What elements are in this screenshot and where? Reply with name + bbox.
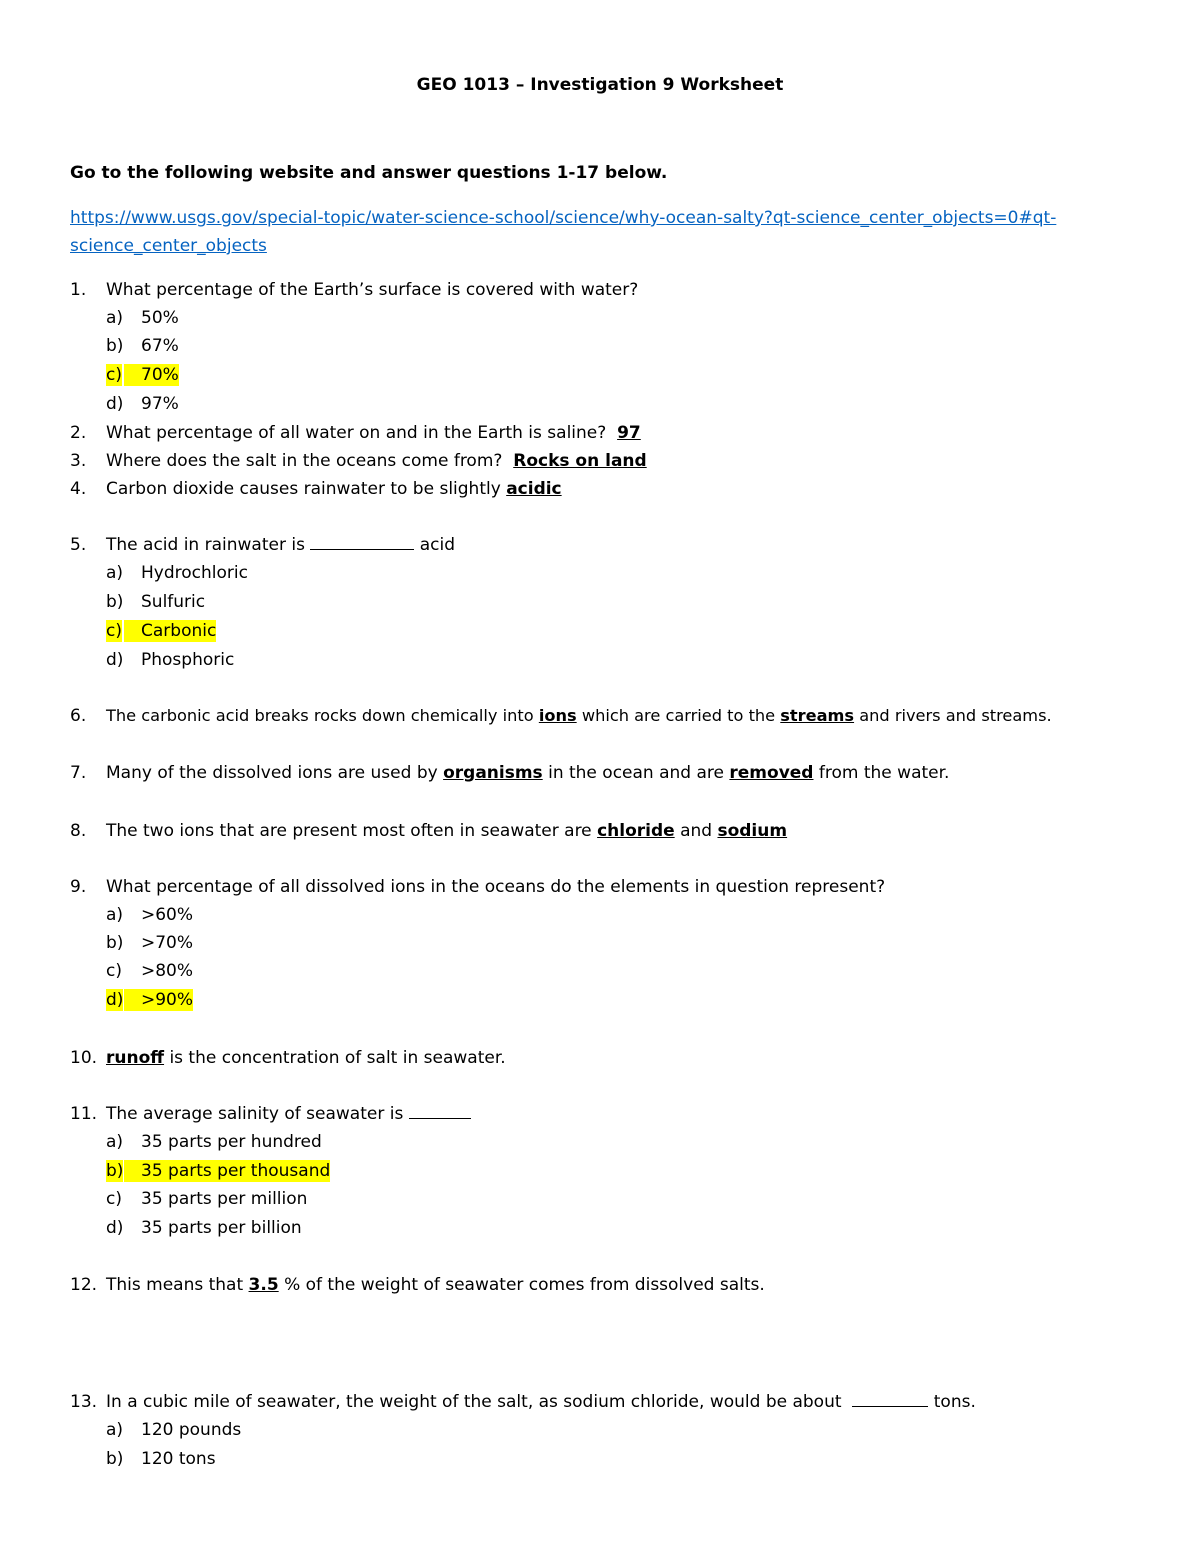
option-text: 97% (141, 394, 179, 414)
option-text: >90% (141, 990, 194, 1010)
option-letter: a) (106, 308, 124, 328)
question-prompt: What percentage of all water on and in the Earth is saline? (106, 423, 607, 443)
question-prompt: which are carried to the (581, 706, 776, 725)
option-letter: d) (106, 990, 124, 1010)
answer: acidic (506, 479, 562, 499)
option-letter: d) (106, 394, 124, 414)
option-text: 67% (141, 336, 179, 356)
question-suffix: tons. (933, 1392, 976, 1412)
question-prompt: This means that (106, 1275, 244, 1295)
question-number: 2. (70, 423, 87, 443)
usgs-link-line-2[interactable]: science_center_objects (70, 236, 267, 256)
question-prompt: The average salinity of seawater is (106, 1104, 404, 1124)
question-number: 13. (70, 1392, 98, 1412)
question-text (106, 422, 641, 444)
question-suffix: and rivers and streams. (859, 706, 1052, 725)
question-text (106, 478, 562, 500)
option-text: 35 parts per thousand (141, 1161, 331, 1181)
question-prompt: is the concentration of salt in seawater. (169, 1048, 506, 1068)
question-number: 5. (70, 535, 87, 555)
answer: ions (538, 706, 577, 725)
question-prompt: and (680, 821, 713, 841)
question-prompt: in the ocean and are (548, 763, 724, 783)
question-prompt: The carbonic acid breaks rocks down chemically into (106, 706, 534, 725)
question-text: What percentage of the Earth’s surface is covered with water? (106, 280, 639, 300)
highlight-gap (124, 364, 141, 386)
option-text: Phosphoric (141, 650, 235, 670)
option-letter: a) (106, 563, 124, 583)
option-text: 120 pounds (141, 1420, 242, 1440)
question-text (106, 820, 787, 842)
option-letter: a) (106, 905, 124, 925)
highlight-gap (124, 989, 141, 1011)
question-text (106, 450, 647, 472)
question-number: 7. (70, 763, 87, 783)
question-suffix: from the water. (818, 763, 950, 783)
question-number: 12. (70, 1275, 98, 1295)
question-text (106, 1274, 765, 1296)
question-text (106, 705, 1052, 727)
answer: 3.5 (248, 1275, 279, 1295)
option-text: >60% (141, 905, 194, 925)
highlight-gap (124, 1160, 141, 1182)
highlight-gap (124, 620, 141, 642)
option-letter: c) (106, 1189, 122, 1209)
option-letter: b) (106, 933, 124, 953)
question-text (106, 1103, 471, 1125)
question-number: 10. (70, 1048, 98, 1068)
instructions: Go to the following website and answer questions 1-17 below. (70, 163, 668, 183)
answer: runoff (106, 1048, 165, 1068)
question-text (106, 534, 455, 556)
option-letter: a) (106, 1132, 124, 1152)
answer: sodium (717, 821, 788, 841)
answer: chloride (597, 821, 675, 841)
option-text: 35 parts per billion (141, 1218, 302, 1238)
question-number: 3. (70, 451, 87, 471)
question-number: 6. (70, 706, 87, 726)
answer-blank (310, 534, 414, 550)
option-letter: b) (106, 592, 124, 612)
answer: 97 (617, 423, 641, 443)
option-text: >70% (141, 933, 194, 953)
question-number: 1. (70, 280, 87, 300)
question-text: What percentage of all dissolved ions in the oceans do the elements in question represent? (106, 877, 886, 897)
question-prompt: Many of the dissolved ions are used by (106, 763, 438, 783)
answer: organisms (443, 763, 543, 783)
page-title: GEO 1013 – Investigation 9 Worksheet (416, 75, 784, 95)
question-prompt: In a cubic mile of seawater, the weight of the salt, as sodium chloride, would be about (106, 1392, 842, 1412)
question-number: 9. (70, 877, 87, 897)
option-text: Hydrochloric (141, 563, 248, 583)
option-letter: d) (106, 650, 124, 670)
question-prompt: The two ions that are present most often in seawater are (106, 821, 592, 841)
option-text: Carbonic (141, 621, 217, 641)
option-text: 120 tons (141, 1449, 216, 1469)
question-number: 4. (70, 479, 87, 499)
option-letter: a) (106, 1420, 124, 1440)
option-letter: b) (106, 336, 124, 356)
option-text: 35 parts per million (141, 1189, 308, 1209)
question-text (106, 1047, 506, 1069)
answer: streams (780, 706, 855, 725)
answer: Rocks on land (513, 451, 647, 471)
question-text (106, 762, 949, 784)
option-text: Sulfuric (141, 592, 206, 612)
answer-blank (852, 1391, 928, 1407)
question-prompt: The acid in rainwater is (106, 535, 305, 555)
option-letter: c) (106, 621, 122, 641)
usgs-link-line-1[interactable]: https://www.usgs.gov/special-topic/water-science-school/science/why-ocean-salty?qt-science_center_objects=0#qt- (70, 208, 1057, 228)
option-text: 35 parts per hundred (141, 1132, 322, 1152)
option-letter: b) (106, 1161, 124, 1181)
question-prompt: Where does the salt in the oceans come from? (106, 451, 503, 471)
question-number: 8. (70, 821, 87, 841)
question-text (106, 1391, 976, 1413)
question-number: 11. (70, 1104, 98, 1124)
option-letter: c) (106, 365, 122, 385)
option-text: 70% (141, 365, 179, 385)
question-suffix: % of the weight of seawater comes from dissolved salts. (284, 1275, 765, 1295)
answer: removed (729, 763, 814, 783)
question-suffix: acid (419, 535, 456, 555)
option-letter: c) (106, 961, 122, 981)
option-letter: d) (106, 1218, 124, 1238)
answer-blank (409, 1103, 471, 1119)
option-text: 50% (141, 308, 179, 328)
option-letter: b) (106, 1449, 124, 1469)
question-prompt: Carbon dioxide causes rainwater to be slightly (106, 479, 501, 499)
option-text: >80% (141, 961, 194, 981)
